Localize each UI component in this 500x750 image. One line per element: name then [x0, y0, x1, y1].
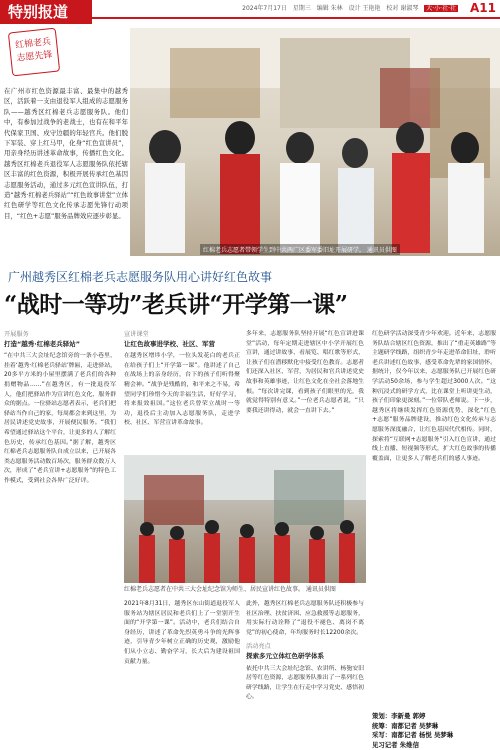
- designer-credit: 设计 王艳艳: [348, 5, 381, 12]
- column-1: [4, 330, 116, 487]
- column-3b-text2: 依托中共三大会址纪念馆、农讲所、杨匏安旧居等红色资源，志愿服务队推出了一系列红色研学线路，让学生在行走中学习党史、感悟初心。: [246, 665, 364, 701]
- column-1-subhead-a: 开展服务: [4, 331, 29, 338]
- main-headline: “战时一等功”老兵讲“开学第一课”: [4, 291, 348, 318]
- column-1-subhead-b: 打造“越秀·红棉老兵驿站”: [4, 339, 81, 348]
- column-2-subhead-b: 让红色故事进学校、社区、军营: [124, 339, 215, 348]
- middle-photo-caption: 红棉老兵志愿者在中共三大会址纪念馆为师生、居民宣讲红色故事。 通讯员供图: [124, 586, 336, 593]
- proofreader-credit: 校对 谢淑琴: [386, 5, 419, 12]
- column-4: [372, 330, 496, 464]
- issue-date: 2024年7月17日: [242, 5, 287, 12]
- edition-badge: 大·小·社·社: [426, 5, 456, 12]
- column-3b-text: 此外，越秀区红棉老兵志愿服务队还积极参与社区治理、扶贫济困、应急救援等志愿服务，用实际行动诠释了“退役不褪色、离岗不离党”的初心使命，年均服务时长12200余次。: [246, 601, 364, 636]
- page-number: A11: [470, 1, 496, 15]
- column-3-continued: [246, 600, 364, 703]
- middle-photo: [124, 455, 366, 583]
- column-2-continued: [124, 600, 240, 667]
- column-2-subhead-a: 宣讲课堂: [124, 331, 149, 338]
- header-rule: [92, 17, 500, 19]
- stamp-text: 红棉老兵 志愿先锋: [14, 37, 53, 64]
- column-2: [124, 330, 240, 429]
- top-photo-caption: 红棉老兵志愿者带领学生到中共两广区委军委旧址开展研学。 通讯员供图: [200, 244, 400, 255]
- issue-weekday: 星期三: [292, 5, 311, 12]
- middle-photo-illustration: [124, 455, 366, 583]
- column-1-text: “在中共三大会址纪念馆旁的一条小巷里，挂着‘越秀·红棉老兵驿站’牌匾，走进驿站，20多平方米的小屋里摆满了老兵们的各种捐赠物品……”在越秀区，有一批退役军人，他们把驿站作为宣讲红色文化、服务群众的据点。一位驿站志愿者表示，老兵们把驿站当作自己的家，每周都会来到这里，为居民讲述党史故事，开展便民服务。“我们希望通过驿站这个平台，让更多的人了解红色历史，传承红色基因。”据了解，越秀区红棉老兵志愿服务队自成立以来，已开展各类志愿服务活动数百场次，服务群众数万人次，形成了“老兵宣讲+志愿服务”的特色工作模式，受到社会各界广泛好评。: [4, 353, 116, 484]
- intro-text: 在广州市红色资源最丰富、最集中的越秀区，活跃着一支由退役军人组成的志愿服务队——越秀区红棉老兵志愿服务队。他们中，有参加过战争的老战士，也有在和平年代保家卫国、戍守边疆的年轻官兵。他们脱下军装、穿上红马甲，化身“红色宣讲员”，用亲身经历讲述革命故事，传播红色文化。越秀区红棉老兵退役军人志愿服务队依托辖区丰富的红色资源，积极开展传承红色基因志愿服务活动，通过多元红色宣讲队伍，打造“越秀·红棉老兵驿站”“红色故事讲堂”立体红色研学等红色文化传承志愿先锋行动项目，“红色+志愿”服务品牌效应逐步彰显。: [4, 87, 128, 220]
- column-2b-text: 2021年8月31日，越秀区东山街道退役军人服务站为辖区居民和老兵们上了一堂别开生面的“开学第一课”。活动中，老兵们结合自身经历，讲述了革命先烈英勇斗争的光辉事迹，引导青少年树立正确的历史观，激励他们从小立志、勤奋学习，长大后为建设祖国贡献力量。: [124, 601, 240, 665]
- top-photo: [130, 28, 500, 256]
- credits-block: [372, 712, 496, 750]
- column-2-text: 在越秀区增埗小学，一位头发花白的老兵正在给孩子们上“开学第一课”。他讲述了自己在战场上的亲身经历，台下的孩子们听得聚精会神。“战争是残酷的，和平来之不易，希望同学们珍惜今天的幸福生活，好好学习，将来报效祖国。”这位老兵曾荣立战时一等功，退役后主动加入志愿服务队，走进学校、社区、军营宣讲革命故事。: [124, 353, 240, 427]
- column-3b-subhead-a: 活动亮点: [246, 643, 271, 651]
- credit-planning: 策划：李新曼 郭婷: [372, 712, 426, 720]
- credit-reporters: 采写：南都记者 杨悦 吴梦琳: [372, 731, 454, 740]
- header-meta: [238, 3, 458, 12]
- intro-block: [4, 28, 128, 268]
- column-4-text: 红色研学活动深受青少年欢迎。近年来，志愿服务队结合辖区红色资源，推出了“重走英雄路”等主题研学线路，组织青少年走进革命旧址，聆听老兵讲述红色故事，感受革命先辈的家国情怀。据统计，仅今年以来，志愿服务队已开展红色研学活动50余场，参与学生超过3000人次。“这种沉浸式的研学方式，比在课堂上听讲更生动，孩子们印象更深刻。”一位带队老师说。下一步，越秀区将继续发挥红色资源优势，深化“红色+志愿”服务品牌建设，推动红色文化传承与志愿服务深度融合，让红色基因代代相传。同时，探索将“互联网+志愿服务”引入红色宣讲，通过线上直播、短视频等形式，扩大红色故事的传播覆盖面，让更多人了解老兵们的感人事迹。: [372, 331, 496, 462]
- kicker-headline: 广州越秀区红棉老兵志愿服务队用心讲好红色故事: [8, 270, 273, 284]
- credit-coordination: 统筹：南都记者 吴梦琳: [372, 721, 439, 730]
- column-3b-subhead-b: 探索多元立体红色研学体系: [246, 651, 324, 660]
- column-3: [246, 330, 364, 416]
- credit-intern: 见习记者 朱维信: [372, 740, 419, 749]
- column-3-text: 多年来，志愿服务队坚持开展“红色宣讲进课堂”活动，每年定期走进辖区中小学开展红色宣讲，通过讲故事、看展览、唱红歌等形式，让孩子们在潜移默化中接受红色教育。志愿者们还深入社区、军营，为居民和官兵讲述党史故事和英雄事迹，让红色文化在全社会落地生根。“每次讲完课，看到孩子们眼里的光，我就觉得特别有意义。”一位老兵志愿者说，“只要我还讲得动，就会一直讲下去。”: [246, 331, 364, 414]
- editor-credit: 编辑 朱林: [316, 5, 343, 12]
- red-stamp: [8, 28, 60, 77]
- top-photo-illustration: [130, 28, 500, 256]
- section-tag: 特别报道: [0, 0, 92, 24]
